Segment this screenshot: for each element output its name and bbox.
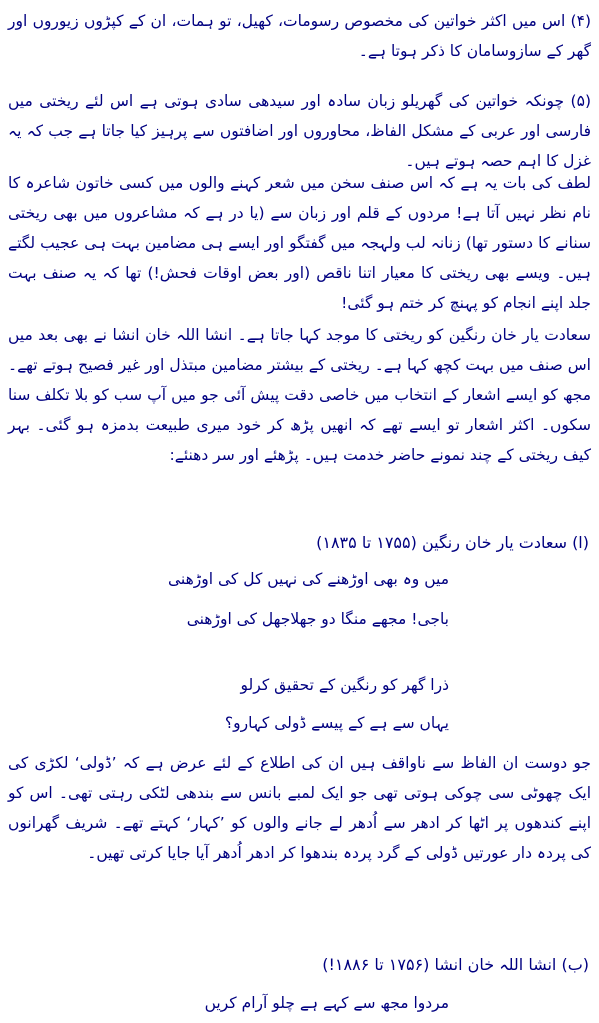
paragraph-point-5: (۵) چونکہ خواتین کی گھریلو زبان سادہ اور سیدھی سادی ہوتی ہے اس لئے ریختی میں فارسی اور عربی کے مشکل الفاظ، محاوروں اور اضافتوں سے پرہیز کیا جاتا ہے جب کہ یہ غزل کا اہم حصہ ہوتے ہیں۔ <box>8 92 591 170</box>
verse-line: مردوا مجھ سے کہے ہے چلو آرام کریں <box>204 994 449 1012</box>
paragraph-explanation: جو دوست ان الفاظ سے ناواقف ہیں ان کی اطلاع کے لئے عرض ہے کہ ’ڈولی‘ لکڑی کی ایک چھوٹی سی چوکی ہوتی تھی جو ایک لمبے بانس سے بندھی لٹکی رہتی تھی۔ اس کو اپنے کندھوں پر اٹھا کر ادھر سے اُدھر لے جانے والوں کو ’کہار‘ کہتے تھے۔ شریف گھرانوں کی پردہ دار عورتیں ڈولی کے گرد پردہ بندھوا کر ادھر اُدھر آیا جایا کرتی تھیں۔ <box>8 754 591 862</box>
verse-line: ذرا گھر کو رنگین کے تحقیق کرلو <box>240 676 449 694</box>
paragraph-lutf: لطف کی بات یہ ہے کہ اس صنف سخن میں شعر کہنے والوں میں کسی خاتون شاعرہ کا نام نظر نہیں آتا ہے! مردوں کے قلم اور زبان سے (یا در ہے کہ مشاعروں میں بھی ریختی سنانے کا دستور تھا) زنانہ لب ولہجہ میں گفتگو اور ایسے ہی مضامین بہت ہی عجیب لگتے ہیں۔ ویسے بھی ریختی کا معیار اتنا ناقص (اور بعض اوقات فحش!) تھا کہ یہ صنف بہت جلد اپنے انجام کو پہنچ کر ختم ہو گئی! <box>8 174 591 312</box>
section-a-heading: (ا) سعادت یار خان رنگین (۱۷۵۵ تا ۱۸۳۵) <box>316 533 589 552</box>
verse-line: باجی! مجھے منگا دو جھلاجھل کی اوڑھنی <box>186 610 449 628</box>
paragraph-saadat: سعادت یار خان رنگین کو ریختی کا موجد کہا جاتا ہے۔ انشا اللہ خان انشا نے بھی بعد میں اس صنف میں بہت کچھ کہا ہے۔ ریختی کے بیشتر مضامین مبتذل اور غیر فصیح ہوتے تھے۔ مجھ کو ایسے اشعار کے انتخاب میں خاصی دقت پیش آئی جو میں آپ سب کو بلا تکلف سنا سکوں۔ اکثر اشعار تو ایسے تھے کہ انھیں پڑھ کر خود میری طبیعت بدمزہ ہو گئی۔ بہر کیف ریختی کے چند نمونے حاضر خدمت ہیں۔ پڑھئے اور سر دھنئے: <box>8 326 591 464</box>
verse-line: یہاں سے ہے کے پیسے ڈولی کہارو؟ <box>224 714 449 732</box>
verse-line: میں وہ بھی اوڑھنے کی نہیں کل کی اوڑھنی <box>168 570 449 588</box>
paragraph-point-4: (۴) اس میں اکثر خواتین کی مخصوص رسومات، کھیل، تو ہمات، ان کے کپڑوں زیوروں اور گھر کے سازوسامان کا ذکر ہوتا ہے۔ <box>8 12 591 60</box>
section-b-heading: (ب) انشا اللہ خان انشا (۱۷۵۶ تا ۱۸۸۶!) <box>322 955 589 974</box>
